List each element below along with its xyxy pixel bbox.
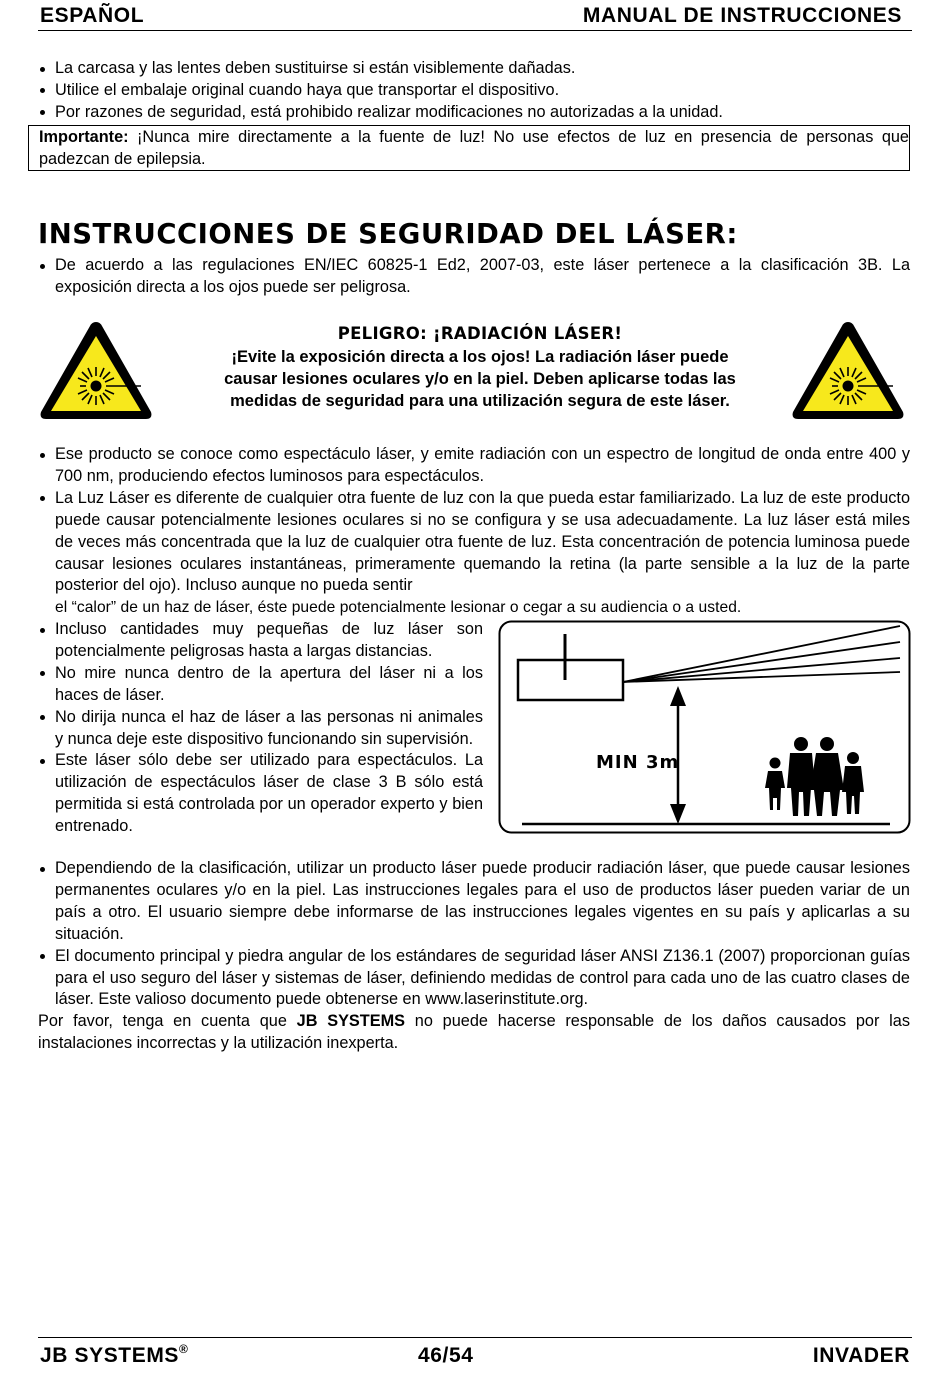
header-language: ESPAÑOL [40,4,145,27]
list-item: Utilice el embalaje original cuando haya que transportar el dispositivo. [38,80,910,102]
list-item-text: La Luz Láser es diferente de cualquier otra fuente de luz con la que pueda estar familiarizado. La luz de este producto puede causar potencialmente lesiones oculares si no se configura y se usa adecuadamente. La luz láser está miles de veces más concentrada que la luz de cualquier otra fuente de luz. Esta concentración de potencia luminosa puede causar lesiones oculares instantáneas, primeramente quemando la retina (la parte sensible a la luz de la parte posterior del ojo). Incluso aunque no pueda sentir [55,488,910,595]
list-item: De acuerdo a las regulaciones EN/IEC 60825-1 Ed2, 2007-03, este láser pertenece a la clasificación 3B. La exposición directa a los ojos puede ser peligrosa. [38,255,910,299]
list-item: Ese producto se conoce como espectáculo láser, y emite radiación con un espectro de longitud de onda entre 400 y 700 nm, produciendo efectos luminosos para espectáculos. [38,444,910,488]
warning-title: PELIGRO: ¡RADIACIÓN LÁSER! [337,324,623,343]
list-item: El documento principal y piedra angular de los estándares de seguridad láser ANSI Z136.1 (2007) proporcionan guías para el uso seguro del láser y sistemas de láser, definiendo medidas de control para cada uno de las cuatro clases de láser. Este valioso documento puede obtenerse en www.laserinstitute.org. [38,946,910,1012]
minimum-height-diagram [498,620,911,834]
liability-text: no puede hacerse responsable de los daños causados por las instalaciones incorrectas y la utilización inexperta. [38,1012,910,1053]
list-item [38,488,910,619]
laser-danger-warning [170,322,790,412]
laser-hazard-icon [790,320,906,422]
registered-mark: ® [179,1342,189,1356]
warning-line: ¡Evite la exposición directa a los ojos! La radiación láser puede [231,348,729,366]
laser-unit-shape [518,660,623,700]
page-header [38,2,912,31]
laser-precaution-bullets [38,619,483,838]
warning-line: causar lesiones oculares y/o en la piel. Deben aplicarse todas las [224,370,736,388]
laser-safety-heading: INSTRUCCIONES DE SEGURIDAD DEL LÁSER: [38,218,738,250]
list-item-text: el “calor” de un haz de láser, éste puede potencialmente lesionar o cegar a su audiencia o a usted. [55,599,742,617]
general-safety-bullets [38,58,910,124]
list-item: No mire nunca dentro de la apertura del láser ni a los haces de láser. [38,663,483,707]
list-item: Por razones de seguridad, está prohibido realizar modificaciones no autorizadas a la unidad. [38,102,910,124]
list-item: Este láser sólo debe ser utilizado para espectáculos. La utilización de espectáculos láser de clase 3 B sólo está permitida si está controlada por un operador experto y bien entrenado. [38,750,483,838]
page-footer [38,1337,912,1374]
list-item: No dirija nunca el haz de láser a las personas ni animales y nunca deje este dispositivo funcionando sin supervisión. [38,707,483,751]
footer-brand-name: JB SYSTEMS [40,1344,180,1367]
min-height-label: MIN 3m [596,752,680,773]
important-text: ¡Nunca mire directamente a la fuente de luz! No use efectos de luz en presencia de personas que padezcan de epilepsia. [39,128,909,168]
liability-text: Por favor, tenga en cuenta que [38,1012,297,1031]
warning-line: medidas de seguridad para una utilización segura de este láser. [230,392,730,410]
important-label: Importante: [39,128,129,146]
footer-model: INVADER [812,1344,910,1367]
laser-legal-bullets [38,858,910,1055]
brand-name: JB SYSTEMS [296,1012,406,1031]
important-notice-box [28,125,910,171]
liability-note [38,1011,910,1055]
laser-information-bullets [38,444,910,619]
list-item: Dependiendo de la clasificación, utilizar un producto láser puede producir radiación láser, que puede causar lesiones permanentes oculares y/o en la piel. Las instrucciones legales para el uso de productos láser pueden variar de un país a otro. El usuario siempre debe informarse de las instrucciones legales vigentes en su país y aplicarlas a su situación. [38,858,910,946]
list-item: Incluso cantidades muy pequeñas de luz láser son potencialmente peligrosas hasta a largas distancias. [38,619,483,663]
laser-hazard-icon [38,320,154,422]
page-number: 46/54 [418,1344,474,1367]
footer-brand [40,1344,189,1368]
laser-class-bullets [38,255,910,299]
header-manual-title: MANUAL DE INSTRUCCIONES [582,4,902,27]
list-item: La carcasa y las lentes deben sustituirse si están visiblemente dañadas. [38,58,910,80]
